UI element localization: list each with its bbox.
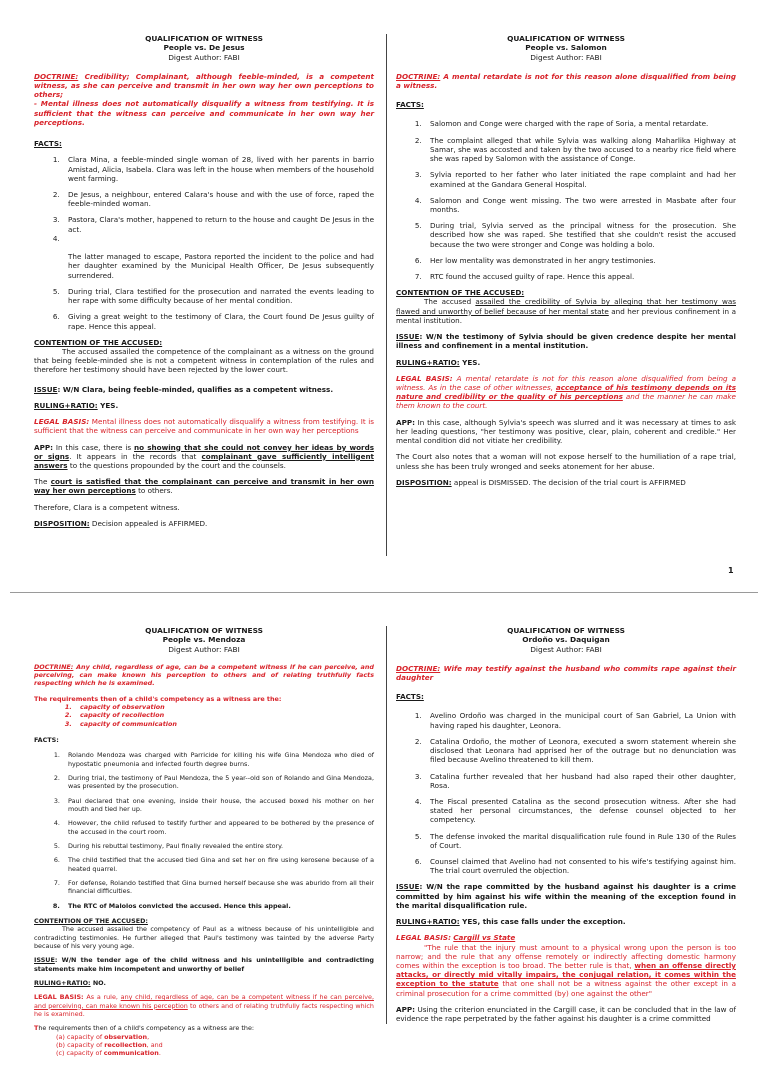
issue [34, 956, 374, 973]
fact-item: 2. The complaint alleged that while Sylvia was walking along Maharlika Highway at Samar, she was accosted and taken by the two accused to a nearby rice field where she was raped by Salomon with the assistance of Conge. [424, 136, 736, 164]
requirement-item: 2. capacity of recollection [74, 711, 374, 719]
issue [396, 332, 736, 350]
issue-text: : W/N the tender age of the child witness and his unintelligible and contradicting statements make him incompetent and unworthy of belief [34, 956, 374, 973]
ruling-text: NO. [90, 978, 106, 987]
legal-citation: Cargill vs State [453, 933, 516, 943]
digest-header [34, 626, 374, 654]
page-number: 1 [728, 566, 734, 575]
requirement-prefix: (b) capacity of [56, 1040, 105, 1049]
fact-item: 5. The defense invoked the marital disqualification rule found in Rule 130 of the Rules of Court. [424, 832, 736, 850]
requirements-intro: The requirements then of a child's competency as a witness are the: [34, 694, 282, 703]
requirement-item [56, 1049, 374, 1057]
app-label: APP: [396, 1004, 415, 1014]
app-text: In this case, although Sylvia's speech was slurred and it was necessary at times to ask her leading questions, "her testimony was positive, clear, plain, coherent and credible." Her mental condition did not vitiate her credibility. [396, 417, 736, 446]
fact-item: 7. RTC found the accused guilty of rape. Hence this appeal. [424, 272, 736, 281]
fact-item: 1. Avelino Ordoño was charged in the municipal court of San Gabriel, La Union with having raped his daughter, Leonora. [424, 711, 736, 729]
facts-list [396, 119, 736, 281]
disposition-text: appeal is DISMISSED. The decision of the trial court is AFFIRMED [451, 477, 686, 487]
requirement-suffix: , and [146, 1040, 163, 1049]
facts-heading: FACTS: [34, 736, 59, 745]
contention [34, 917, 374, 950]
page-separator [10, 592, 758, 593]
requirement-suffix: , [147, 1032, 150, 1041]
disposition [34, 519, 374, 528]
fact-item: 4. The Fiscal presented Catalina as the second prosecution witness. After she had stated her personal circumstances, the defense counsel objected to her competency. [424, 797, 736, 825]
contention-heading [34, 338, 374, 347]
digest-author: Digest Author: FABI [168, 644, 240, 654]
case-name: People vs. Mendoza [162, 635, 246, 645]
issue-text: : W/N Clara, being feeble-minded, qualifies as a competent witness. [57, 384, 334, 394]
contention-text: and her previous confinement in a mental institution. [396, 306, 736, 325]
ruling [34, 979, 374, 987]
requirements-list [34, 703, 374, 728]
fact-text: The latter managed to escape, Pastora reported the incident to the police and had her daughter examined by the Municipal Health Officer, De Jesus subsequently surrendered. [68, 252, 374, 280]
doctrine-text: A mental retardate is not for this reason alone disqualified from being a witness. [396, 71, 736, 90]
doctrine-text: Wife may testify against the husband who commits rape against their daughter [396, 663, 736, 682]
court-emphasis: court is satisfied that the complainant can perceive and transmit in her own way her own perceptions [34, 477, 375, 496]
requirement-item [56, 1041, 374, 1049]
legal-basis [396, 374, 736, 411]
legal-quote-emphasis: when an offense directly attacks, or directly mid vitally impairs, the conjugal relation, it comes within the exception to the statute [396, 961, 736, 989]
disposition-label: DISPOSITION: [396, 477, 452, 487]
digest-author: Digest Author: FABI [530, 644, 602, 654]
requirement-item [56, 1033, 374, 1041]
digest-header [396, 34, 736, 62]
requirement-item: 3. capacity of communication [74, 720, 374, 728]
contention-text: The accused assailed the competence of the complainant as a witness on the ground that being feeble-minded she is not a competent witness in contemplation of the rules and therefore her testimony should have been rejected by the lower court. [34, 347, 374, 375]
ruling-label: RULING+RATIO: [34, 400, 98, 410]
fact-item: 4. Salomon and Conge went missing. The two were arrested in Masbate after four months. [424, 196, 736, 214]
page2-left-column [34, 626, 374, 1065]
requirement-prefix: (c) capacity of [56, 1049, 104, 1058]
doctrine-label: DOCTRINE: [34, 662, 74, 671]
app-text: In this case, there is [52, 442, 135, 452]
ruling-label: RULING+RATIO: [396, 357, 460, 367]
disposition-label: DISPOSITION: [34, 518, 90, 528]
app-label: APP: [34, 442, 53, 452]
legal-basis [34, 993, 374, 1018]
issue-text: : W/N the rape committed by the husband against his daughter is a crime committed by him against his wife within the meaning of the exception found in the marital disqualification rule. [396, 882, 736, 910]
legal-basis [396, 933, 736, 998]
doctrine [34, 663, 374, 688]
fact-item: 8. The RTC of Malolos convicted the accused. Hence this appeal. [62, 902, 374, 910]
digest-author: Digest Author: FABI [168, 52, 240, 62]
app-emphasis: no showing that she could not convey her ideas by words or signs [34, 442, 375, 461]
app-text: to the questions propounded by the court and the counsels. [67, 460, 286, 470]
legal-basis-label: LEGAL BASIS: [34, 993, 84, 1002]
contention [396, 288, 736, 325]
contention-label: CONTENTION OF THE ACCUSED: [34, 337, 163, 347]
fact-item: 4. However, the child refused to testify further and appeared to be bothered by the presence of the accused in the court room. [62, 819, 374, 836]
ruling-text: YES, this case falls under the exception. [459, 917, 626, 927]
issue-label: ISSUE [396, 332, 420, 342]
fact-item: 1. Salomon and Conge were charged with the rape of Soria, a mental retardate. [424, 119, 736, 128]
issue-label: ISSUE [34, 384, 58, 394]
fact-item: 5. During trial, Clara testified for the prosecution and narrated the events leading to her rape with some difficulty because of her mental condition. [62, 287, 374, 305]
facts-heading: FACTS: [396, 100, 424, 110]
requirement-word: recollection [104, 1040, 147, 1049]
fact-item: 3. Paul declared that one evening, inside their house, the accused boxed his mother on her mouth and tied her up. [62, 797, 374, 814]
legal-basis-text: As a rule, [83, 993, 121, 1002]
page1-left-column [34, 34, 374, 535]
requirement-word: communication [103, 1049, 159, 1058]
court-text: The [34, 477, 51, 487]
facts-heading: FACTS: [34, 139, 62, 149]
ruling-text: YES. [459, 357, 481, 367]
app-text: Using the criterion enunciated in the Cargill case, it can be concluded that in the law of evidence the rape perpetrated by the father against his daughter is a crime committed [396, 1004, 736, 1024]
fact-item: 7. For defense, Rolando testified that Gina burned herself because she was aburido from all their financial difficulties. [62, 879, 374, 896]
legal-basis-text: and the manner he can make them known to the court. [396, 392, 736, 411]
doctrine-label: DOCTRINE: [34, 71, 79, 81]
app-text: . It appears in the records that [69, 451, 202, 461]
legal-basis-text: A mental retardate is not for this reason alone disqualified from being a witness. As in the case of other witnesses, [396, 373, 736, 392]
doc-title: QUALIFICATION OF WITNESS [145, 626, 263, 635]
legal-basis-emphasis: any child, regardless of age, can be a competent witness if he can perceive, and perceiving, can make known his perception [34, 993, 374, 1010]
contention-text: The accused assailed the competency of Paul as a witness because of his unintelligible and contradicting testimonies. He further alleged that Paul's testimony was tainted by the adverse Party because of his very young age. [34, 925, 374, 950]
ruling [34, 401, 374, 410]
court-note: The Court also notes that a woman will not expose herself to the humiliation of a rape trial, unless she has been truly wronged and seeks atonement for her abuse. [396, 452, 736, 471]
doctrine-label: DOCTRINE: [396, 71, 441, 81]
fact-item: 6. The child testified that the accused tied Gina and set her on fire using kerosene because of a heated quarrel. [62, 856, 374, 873]
fact-item: 3. Catalina further revealed that her husband had also raped their other daughter, Rosa. [424, 772, 736, 790]
doctrine-text: Credibility; Complainant, although feeble-minded, is a competent witness, as she can perceive and transmit in her own way her own perceptions to others; [34, 71, 374, 100]
requirement-prefix: (a) capacity of [56, 1032, 105, 1041]
issue [396, 882, 736, 910]
digest-header [396, 626, 736, 654]
conclusion: Therefore, Clara is a competent witness. [34, 502, 180, 512]
issue-label: ISSUE [34, 956, 55, 965]
contention-label: CONTENTION OF THE ACCUSED: [396, 288, 525, 298]
legal-basis-label: LEGAL BASIS: [34, 417, 90, 427]
legal-quote: that one shall not be a witness against the other except in a criminal prosecution for a crime committed (by) one against the other" [396, 979, 736, 998]
contention-emphasis: assailed the credibility of Sylvia by alleging that her testimony was flawed and unworthy of belief because of her mental state [396, 297, 737, 316]
ruling-label: RULING+RATIO: [396, 917, 460, 927]
doc-title: QUALIFICATION OF WITNESS [507, 626, 625, 635]
legal-basis-text: to others and of relating truthfully facts respecting which he is examined. [34, 1001, 374, 1018]
issue-label: ISSUE [396, 882, 420, 892]
app-emphasis: complainant gave sufficiently intelligent answers [34, 451, 374, 470]
doctrine [396, 72, 736, 90]
column-divider [386, 626, 387, 1024]
requirements-intro-text: he requirements then of a child's competency as a witness are the: [38, 1024, 255, 1033]
page2-right-column [396, 626, 736, 1030]
fact-item: 6. Her low mentality was demonstrated in her angry testimonies. [424, 256, 736, 265]
doc-title: QUALIFICATION OF WITNESS [145, 34, 263, 43]
case-name: People vs. De Jesus [163, 43, 245, 53]
requirements-list-2 [34, 1033, 374, 1058]
application [34, 443, 374, 471]
case-name: People vs. Salomon [525, 43, 607, 53]
case-name: Ordoño vs. Daquigan [522, 635, 610, 645]
fact-item: 1. Clara Mina, a feeble-minded single woman of 28, lived with her parents in barrio Amistad, Alicia, Isabela. Clara was left in the house when members of the household went farming. [62, 155, 374, 183]
page1-right-column [396, 34, 736, 494]
legal-basis-label: LEGAL BASIS: [396, 933, 451, 943]
fact-item: 6. Giving a great weight to the testimony of Clara, the Court found De Jesus guilty of rape. Hence this appeal. [62, 312, 374, 330]
legal-basis [34, 417, 374, 435]
fact-item: 2. Catalina Ordoño, the mother of Leonora, executed a sworn statement wherein she disclosed that Leonara had apprised her of the outrage but no denunciation was filed because Avelino threatened to kill them. [424, 737, 736, 765]
doctrine-text: Any child, regardless of age, can be a competent witness if he can perceive, and perceiving, can make known his perception to others and of relating truthfully facts respecting which he is examined. [34, 662, 374, 688]
fact-item: 2. During trial, the testimony of Paul Mendoza, the 5 year--old son of Rolando and Gina Mendoza, was presented by the prosecution. [62, 774, 374, 791]
court-text: to others. [135, 486, 173, 496]
contention-text: The accused [424, 297, 476, 307]
legal-basis-label: LEGAL BASIS: [396, 373, 453, 383]
requirements-intro-2: The requirements then of a child's competency as a witness are the: [34, 1024, 255, 1033]
app-label: APP: [396, 417, 415, 427]
doctrine-label: DOCTRINE: [396, 663, 441, 673]
fact-item: 2. De Jesus, a neighbour, entered Calara's house and with the use of force, raped the feeble-minded woman. [62, 190, 374, 208]
issue-text: : W/N the testimony of Sylvia should be given credence despite her mental illness and confinement in a mental institution. [396, 332, 736, 351]
requirement-suffix: . [158, 1049, 161, 1058]
fact-item: 5. During trial, Sylvia served as the principal witness for the prosecution. She described how she was raped. She testified that she couldn't resist the accused because the two were stronger and Conge was holding a bolo. [424, 221, 736, 249]
doctrine-text-2: - Mental illness does not automatically disqualify a witness from testifying. It is sufficient that the witness can perceive and communicate in her own way her perceptions. [34, 99, 374, 127]
legal-quote: "The rule that the injury must amount to a physical wrong upon the person is too narrow; and the rule that any offense remotely or indirectly affecting domestic harmony comes within the exception is too broad. The better rule is that, [396, 942, 736, 970]
facts-list [34, 155, 374, 331]
doctrine [396, 664, 736, 682]
requirement-item: 1. capacity of observation [74, 703, 374, 711]
ruling [396, 358, 736, 367]
fact-item: 1. Rolando Mendoza was charged with Parricide for killing his wife Gina Mendoza who died of hypostatic pneumonia and infected fourth degree burns. [62, 751, 374, 768]
legal-basis-emphasis: acceptance of his testimony depends on its nature and credibility or the quality of his perceptions [396, 383, 736, 402]
fact-item: 3. Pastora, Clara's mother, happened to return to the house and caught De Jesus in the act. [62, 215, 374, 233]
facts-heading: FACTS: [396, 692, 424, 702]
fact-item [62, 234, 374, 280]
fact-item: 6. Counsel claimed that Avelino had not consented to his wife's testifying against him. The trial court overruled the objection. [424, 857, 736, 875]
contention-label: CONTENTION OF THE ACCUSED: [34, 916, 148, 925]
disposition [396, 478, 736, 487]
legal-basis-text: Mental illness does not automatically disqualify a witness from testifying. It is sufficient that the witness can perceive and communicate in her own way her perceptions [34, 417, 374, 436]
application [396, 418, 736, 446]
fact-item: 3. Sylvia reported to her father who later initiated the rape complaint and had her examined at the Gandara General Hospital. [424, 170, 736, 188]
digest-header [34, 34, 374, 62]
ruling-text: YES. [97, 400, 119, 410]
doc-title: QUALIFICATION OF WITNESS [507, 34, 625, 43]
facts-list [34, 751, 374, 910]
requirement-word: observation [104, 1032, 148, 1041]
issue [34, 385, 374, 394]
disposition-text: Decision appealed is AFFIRMED. [89, 518, 208, 528]
court-finding [34, 477, 374, 495]
application [396, 1005, 736, 1023]
column-divider [386, 34, 387, 556]
digest-author: Digest Author: FABI [530, 52, 602, 62]
facts-list [396, 711, 736, 875]
fact-item: 5. During his rebuttal testimony, Paul finally revealed the entire story. [62, 842, 374, 850]
doctrine [34, 72, 374, 100]
ruling-label: RULING+RATIO: [34, 978, 91, 987]
ruling [396, 917, 736, 926]
